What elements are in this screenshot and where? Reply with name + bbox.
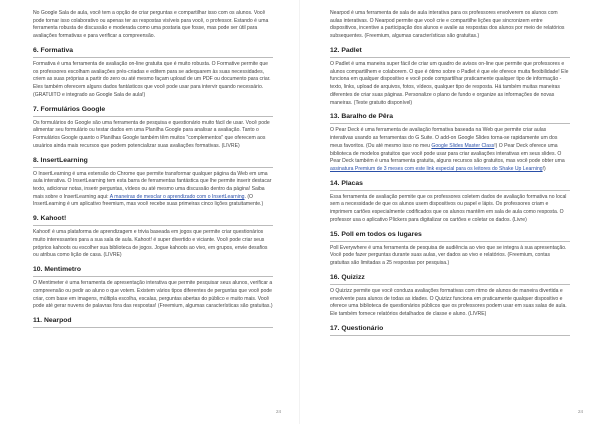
section-divider: [330, 284, 570, 285]
left-intro-text: No Google Sala de aula, você tem a opção de criar perguntas e compartilhar isso com os alunos. Você pode tornar isso colaborativo ou apenas ter as respostas visíveis para você, o professor. Estando é uma ferramenta robusta de discussão e moderada como uma postaria que fosse, mas pode ser útil para avaliações formativas e para verificar a compreensão.: [33, 10, 269, 40]
section-mentimetro: [33, 266, 273, 311]
section-title: 13. Baralho de Pêra: [330, 113, 394, 121]
section-title: 10. Mentimetro: [33, 266, 81, 274]
right-page: [300, 0, 600, 424]
section-text-part: !) O Pear Deck oferece uma biblioteca de modelos gratuitos que você pode usar para criar avaliações interativas em seus slides. O Pear Deck também é uma ferramenta gratuita, alguns recursos são gratuitos, mas você pode obter uma: [330, 142, 565, 165]
section-google-forms: [33, 106, 273, 151]
section-title: 12. Padlet: [330, 46, 362, 54]
section-title: 17. Questionário: [330, 324, 384, 332]
page-number: 24: [578, 409, 584, 414]
premium-subscription-link[interactable]: assinatura Premium de 3 meses com este link especial para os leitores do Shake Up Learning: [330, 166, 543, 173]
right-page-content: [330, 10, 570, 342]
left-page-content: [33, 10, 273, 334]
section-nearpod: [33, 317, 273, 328]
section-text: [330, 127, 570, 173]
right-intro-text: Nearpod é uma ferramenta de sala de aula interativa para os professores envolverem os alunos com aulas interativas. O Nearpod permite que você crie e compartilhe lições que sincronizem entre dispositivos, incentive a participação dos alunos e avalie as respostas dos alunos por meio de relatórios subsequentes. (Freemium, algumas características são gratuitas.): [330, 10, 565, 40]
section-divider: [33, 167, 273, 168]
section-text-part: O InsertLearning é uma extensão do Chrome que permite transformar qualquer página da Web em uma aula interativa. O InsertLearning tem esta barra de ferramentas fantástica que lhe permite inserir destacar texto, adicionar notas, inserir perguntas, vídeos ou até mesmo uma discussão dentro da página! Saiba mais sobre o InsertLearning aqui:: [33, 170, 272, 200]
section-title: 9. Kahoot!: [33, 215, 67, 223]
section-poll-everywhere: [330, 231, 570, 268]
section-divider: [330, 241, 570, 242]
section-text: Formativa é uma ferramenta de avaliação on-line gratuita que é muito robusta. O Formative permite que os professores escolham avaliações prés-criadas e editem para se adequarem às suas necessidades, criem as suas próprias a partir do zero ou até mesmo façam upload de um PDF ou documento para criar. Eles também oferecem alguns dados fantásticos que você pode usar para intervir quando necessário. (GRATUITO e integrado ao Google Sala de aula!): [33, 60, 271, 98]
section-title: 8. InsertLearning: [33, 156, 88, 164]
section-text: [33, 171, 273, 210]
section-text: Kahoot! é uma plataforma de aprendizagem e trivia baseada em jogos que permite criar questionários muito interessantes para a sua sala de aula. Kahoot! é super divertido e viciante. Você pode criar seus próprios kahoots ou escolher sua biblioteca de jogos. Jogue kahoots ao vivo, em grupos, envie desafios ou atribua como lição de casa. (LIVRE): [33, 229, 268, 259]
section-text-part: !): [542, 166, 546, 173]
insertlearning-link[interactable]: A maneiras de mesclar o aprendizado com o InsertLearning: [109, 193, 245, 200]
section-divider: [330, 335, 570, 336]
section-insertlearning: [33, 157, 273, 210]
section-divider: [330, 123, 570, 124]
section-title: 7. Formulários Google: [33, 105, 106, 113]
section-divider: [33, 116, 273, 117]
section-placas: [330, 180, 570, 225]
section-title: 16. Quizizz: [330, 273, 365, 281]
section-title: 14. Placas: [330, 179, 363, 187]
section-divider: [33, 57, 273, 58]
section-text: O Mentimeter é uma ferramenta de apresentação interativa que permite pesquisar seus alunos, verificar a compreensão ou pedir ao aluno o que votem. Existem vários tipos diferentes de perguntas que você pode criar, com base em imagens, múltipla escolha, escalas, perguntas abertas do público e muito mais. Você pode até gerar nuvens de palavras fora das respostas! (Freemium, algumas características são gratuitas.): [33, 280, 273, 310]
section-text: Poll Everywhere é uma ferramenta de pesquisa de audiência ao vivo que se integra à sua apresentação. Você pode fazer perguntas durante suas aulas, ver dados ao vivo e relatórios. (Freemium, contas gratuitas são limitadas a 25 respostas por pesquisa.): [330, 244, 567, 267]
section-questionario: [330, 325, 570, 336]
section-divider: [33, 327, 273, 328]
section-title: 15. Poll em todos os lugares: [330, 230, 422, 238]
section-formativa: [33, 47, 273, 100]
section-text-part: O Pear Deck é uma ferramenta de avaliação formativa baseada na Web que permite criar aulas interativas usando as ferramentas do G Suite. O add-on Google Slides torna-se rapidamente um dos meus favoritos. (Ou até mesmo isso no meu: [330, 127, 558, 149]
section-title: 6. Formativa: [33, 46, 74, 54]
section-kahoot: [33, 215, 273, 260]
section-divider: [330, 190, 570, 191]
section-text: O Quizizz permite que você conduza avaliações formativas com ritmo de alunos de maneira divertida e envolvente para alunos de todas as idades. O Quizizz funciona em praticamente qualquer dispositivo e oferece uma biblioteca de questionários públicos que os professores podem usar em suas salas de aula. Ele também fornece relatórios detalhados de classe e aluno. (LIVRE): [330, 287, 567, 318]
section-padlet: [330, 47, 570, 107]
section-text: Os formulários do Google são uma ferramenta de pesquisa e questionário muito fácil de usar. Você pode alimentar seu formulário ou testar dados em uma Planilha Google para analisar a avaliação. Tanto o Formulários Google quanto o Planilhas Google também têm muitos "complementos" que oferecem aos usuários ainda mais recursos que podem potencializar suas avaliações formativas. (LIVRE): [33, 119, 270, 149]
section-divider: [330, 57, 570, 58]
section-title: 11. Nearpod: [33, 317, 72, 325]
section-text-part: . (O InsertLearning é um aplicativo freemium, mas você recebe suas primeiras cinco lições gratuitamente.): [33, 193, 264, 208]
section-text: O Padlet é uma maneira super fácil de criar um quadro de avisos on-line que permite que professores e alunos compartilhem e colaborem. O que é ótimo sobre o Padlet é que ele oferece muita flexibilidade! Ele funciona em qualquer dispositivo e você pode compartilhar praticamente qualquer tipo de informação - texto, links, upload de arquivos, fotos, vídeos, qualquer tipo de resposta. Há também muitas maneiras diferentes de criar suas páginas. Personalize o plano de fundo e organize as informações de novas maneiras. (Teste gratuito disponível): [330, 60, 569, 106]
section-pear-deck: [330, 113, 570, 173]
section-divider: [33, 276, 273, 277]
section-text: Essa ferramenta de avaliação permite que os professores coletem dados de avaliação formativa no local sem a necessidade de que os alunos usem dispositivos ou papel e lápis. Os professores criam e imprimem cartões especialmente codificados que os alunos mantêm em sala de aula como resposta. O professor usa o aplicativo Plickers para digitalizar os cartões e coletar os dados. (Livre): [330, 193, 567, 223]
section-divider: [33, 225, 273, 226]
slides-master-class-link[interactable]: Google Slides Master Class: [431, 142, 495, 149]
section-quizizz: [330, 274, 570, 319]
page-number: 24: [276, 409, 282, 414]
